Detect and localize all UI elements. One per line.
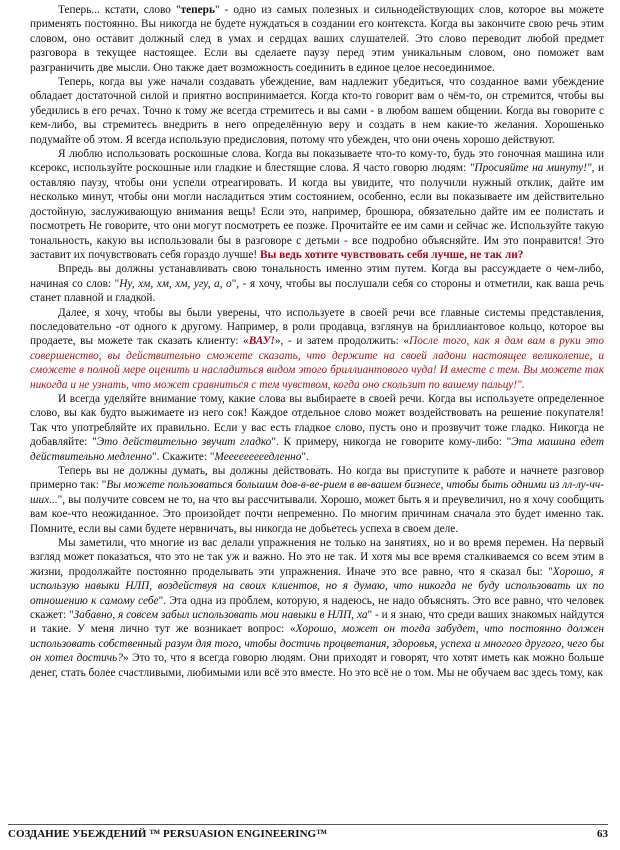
emphasis-text: Хорошо, может он тогда забудет, что постоянно должен использовать собственный разум для того, чтобы достичь процветания, здоровья, успеха и многого другого, чего бы он хотел достичь? xyxy=(30,623,604,665)
text-run: " - и я знаю, что среди ваших знакомых найдутся и такие. У меня лично тут же возникает вопрос: « xyxy=(30,609,604,636)
paragraph xyxy=(30,147,604,262)
emphasis-text: теперь xyxy=(180,4,215,16)
emphasis-text: Вы ведь хотите чувствовать себя лучше, не так ли? xyxy=(259,248,524,261)
text-run: Мы заметили, что многие из вас делали упражнения не только на занятиях, но и во время перемен. На первый взгляд может показаться, что это не так уж и важно. Но это не так. И хотя мы все время сталкиваемся со всем этим в жизни, продолжайте постоянно проделывать эти упражнения. Иначе это все равно, что я сказал бы: " xyxy=(30,537,604,578)
paragraph xyxy=(30,464,604,536)
page-number: 63 xyxy=(597,828,608,840)
emphasis-text: Вы можете пользоваться большим дов-в-ве-рием в вв-вашем бизнесе, чтобы быть одними из лл-лу-чч-ших... xyxy=(30,479,604,506)
text-run: Теперь, когда вы уже начали создавать убеждение, вам надлежит убедиться, что созданное вами убеждение обладает достаточной силой и приятно воспринимается. Когда кто-то говорит вам о чём-то, он стремится, чтобы вы убедились в его речах. Точно к тому же всегда стремитесь и вы сами - в любом вашем общении. Когда вы говорите с кем-либо, вы стремитесь внедрить в него определённую веру и создать в нем какие-то желания. Хорошенько подумайте об этом. Я всегда использую предисловия, потому что убежден, что они очень хорошо действуют. xyxy=(30,76,604,146)
emphasis-text: Забавно, я совсем забыл использовать мои навыки в НЛП, ха xyxy=(73,609,368,622)
text-run: Теперь вы не должны думать, вы должны действовать. Но когда вы приступите к работе и начнете разговор примерно так: " xyxy=(30,465,604,492)
text-run: ". Скажите: " xyxy=(152,450,215,463)
text-run: ". xyxy=(301,450,309,463)
emphasis-text: Мееееееееедленно xyxy=(214,450,302,463)
text-run: Теперь... кстати, слово " xyxy=(58,4,181,16)
emphasis-text: Ну, хм, хм, хм, угу, а, о xyxy=(119,277,232,290)
text-run: Я люблю использовать роскошные слова. Когда вы показываете что-то кому-то, будь это гоночная машина или ксерокс, используйте роскошные или гладкие и блестящие слова. Я часто говорю людям: xyxy=(30,148,604,175)
text-run: », - и затем продолжить: « xyxy=(274,335,410,348)
text-run: И всегда уделяйте внимание тому, какие слова вы выбираете в своей речи. Когда вы используете определенное слово, вы как будто выжимаете из него сок! Каждое отдельное слово может воздействовать на решение покупателя! Так что употребляйте их правильно. Если у вас есть гладкое слово, пусть оно и прозвучит тоже гладко. Никогда не добавляйте: " xyxy=(30,392,604,449)
text-run: , и оставляю паузу, чтобы они успели отреагировать. И когда вы увидите, что получили нужный отклик, дайте им несколько минут, чтобы они могли насладиться этим состоянием, особенно, если вы показываете им действительно достойную, заслуживающую внимания вещь! Если это, например, брошюра, обязательно дайте им ее полистать и посмотреть Не говорите, что они могут посмотреть ее позже. Прочитайте ее им сами и сейчас же. Используйте такую тональность, какую вы использовали бы в разговоре с детьми - все подробно объясняйте. Им это понравится! Это заставит их почувствовать себя гораздо лучше! xyxy=(30,162,604,261)
text-run: Далее, я хочу, чтобы вы были уверены, что используете в своей речи все главные системы представления, последовательно -от одного к другому. Например, в роли продавца, взглянув на бриллиантовое кольцо, которое вы продаете, вы можете так сказать клиенту: « xyxy=(30,306,604,348)
text-run: " - одно из самых полезных и сильнодействующих слов, которое вы можете применять постоянно. Вы никогда не будете нуждаться в создании его контекста. Когда вы закончите свою речь этим словом, оно оставит должный след в умах и сердцах ваших слушателей. Это слово переводит любой предмет разговора в текущее настоящее. Если вы сделаете паузу перед этим уникальным словом, оно поможет вам разграничить две мысли. Оно также дает возможность соединить в единое целое несоединимое. xyxy=(30,4,604,74)
paragraph xyxy=(30,3,604,75)
body-text xyxy=(30,3,604,680)
emphasis-text: Хорошо, я использую навыки НЛП, воздействуя на своих клиентов, но я думаю, что никогда не буду использовать их по отношению к самому себе xyxy=(30,565,604,607)
footer-title: СОЗДАНИЕ УБЕЖДЕНИЙ ™ PERSUASION ENGINEERING™ xyxy=(8,828,328,840)
text-run: ". Эта одна из проблем, которую, я надеюсь, не надо объяснять. Это все равно, что человек скажет: " xyxy=(30,594,604,622)
text-run: ", - я хочу, чтобы вы послушали себя со стороны и отметили, как ваша речь станет плавной и гладкой. xyxy=(30,277,604,305)
page-footer xyxy=(8,828,608,840)
paragraph xyxy=(30,306,604,392)
text-run: ". К примеру, никогда не говорите кому-либо: " xyxy=(271,436,512,449)
text-run: Впредь вы должны устанавливать свою тональность именно этим путем. Когда вы рассуждаете о чем-либо, начиная со слов: " xyxy=(30,263,604,290)
paragraph xyxy=(30,392,604,464)
paragraph xyxy=(30,536,604,680)
text-run: ", вы получите совсем не то, на что вы рассчитывали. Хорошо, может быть я и преувеличил, но я хочу сообщить вам кое-что неожиданное. Это произойдет почти непременно. По многим причинам сначала это будет именно так. Помните, если вы сами будете нервничать, вы никогда не добьетесь успеха в своем деле. xyxy=(30,493,604,535)
emphasis-text: "Просияйте на минуту!" xyxy=(469,162,592,175)
paragraph xyxy=(30,262,604,305)
text-run: » Это то, что я всегда говорю людям. Они приходят и говорят, что хотят иметь как можно больше денег, стать более счастливыми, любимыми или всё это вместе. Но это всё не о том. Мы не обучаем вас здесь тому, как xyxy=(30,652,604,679)
emphasis-text: ВАУ! xyxy=(248,335,275,348)
footer-divider xyxy=(8,824,608,825)
emphasis-text: После того, как я дам вам в руки это совершенство, вы действительно сможете сказать, что держите на своей ладони настоящее великолепие, и сможете в полной мере оценить и насладиться видом этого бриллиантового чуда! И вместе с тем. Вы можете так никогда и не узнать, что может сравниться с тем чувством, когда оно скользит по вашему пальцу!". xyxy=(30,335,604,391)
emphasis-text: Это действительно звучит гладко xyxy=(96,436,272,449)
paragraph xyxy=(30,75,604,147)
emphasis-text: Эта машина едет действительно медленно xyxy=(30,436,604,463)
